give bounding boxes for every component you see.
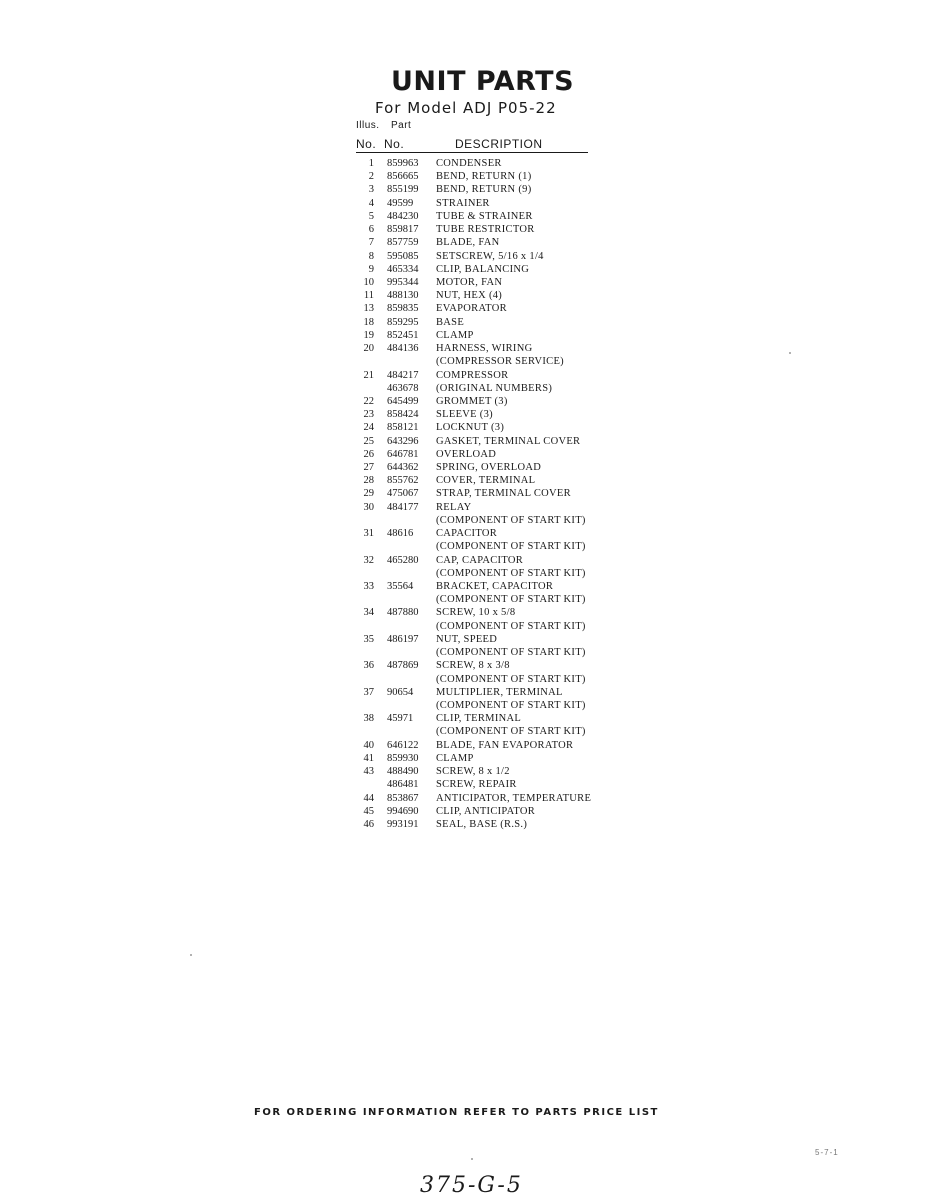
parts-row <box>356 210 606 223</box>
part-number: 484217 <box>387 369 419 381</box>
part-description: (COMPONENT OF START KIT) <box>436 514 586 526</box>
part-description: (COMPONENT OF START KIT) <box>436 541 586 553</box>
scan-speck <box>789 352 791 354</box>
illus-number: 34 <box>363 607 374 619</box>
illus-number: 27 <box>363 462 374 474</box>
part-number: 465280 <box>387 554 419 566</box>
parts-row <box>356 593 606 606</box>
illus-number: 9 <box>368 263 374 275</box>
parts-row <box>356 606 606 619</box>
part-description: SPRING, OVERLOAD <box>436 462 542 474</box>
parts-row <box>356 659 606 672</box>
parts-row <box>356 474 606 487</box>
page-code: 375-G-5 <box>420 1173 523 1198</box>
parts-row <box>356 197 606 210</box>
illus-number: 37 <box>363 686 374 698</box>
part-description: NUT, SPEED <box>436 633 498 645</box>
parts-row <box>356 316 606 329</box>
illus-number: 26 <box>363 448 374 460</box>
page-title: UNIT PARTS <box>391 66 575 97</box>
illus-number: 3 <box>368 184 374 196</box>
parts-row <box>356 448 606 461</box>
illus-no-header: No. <box>356 137 377 151</box>
part-description: (ORIGINAL NUMBERS) <box>436 382 553 394</box>
part-number: 48616 <box>387 528 414 540</box>
parts-list <box>356 157 606 831</box>
part-description: STRAP, TERMINAL COVER <box>436 488 571 500</box>
illus-number: 8 <box>368 250 374 262</box>
illus-number: 18 <box>363 316 374 328</box>
part-column-label: Part <box>391 120 412 131</box>
parts-row <box>356 686 606 699</box>
part-description: EVAPORATOR <box>436 303 507 315</box>
part-no-header: No. <box>384 137 405 151</box>
parts-row <box>356 633 606 646</box>
illus-number: 20 <box>363 343 374 355</box>
part-description: CAP, CAPACITOR <box>436 554 524 566</box>
part-number: 644362 <box>387 462 419 474</box>
part-number: 856665 <box>387 171 419 183</box>
parts-row <box>356 395 606 408</box>
illus-number: 22 <box>363 395 374 407</box>
parts-row <box>356 514 606 527</box>
part-description: OVERLOAD <box>436 448 497 460</box>
parts-row <box>356 183 606 196</box>
part-description: TUBE RESTRICTOR <box>436 224 535 236</box>
parts-row <box>356 369 606 382</box>
parts-row <box>356 765 606 778</box>
illus-number: 23 <box>363 409 374 421</box>
part-number: 646122 <box>387 739 419 751</box>
part-description: STRAINER <box>436 197 490 209</box>
parts-row <box>356 712 606 725</box>
part-description: NUT, HEX (4) <box>436 290 503 302</box>
part-description: COVER, TERMINAL <box>436 475 536 487</box>
parts-row <box>356 540 606 553</box>
part-number: 859295 <box>387 316 419 328</box>
parts-row <box>356 673 606 686</box>
illus-number: 25 <box>363 435 374 447</box>
part-number: 993191 <box>387 818 419 830</box>
part-number: 486197 <box>387 633 419 645</box>
part-number: 484136 <box>387 343 419 355</box>
part-description: BASE <box>436 316 465 328</box>
illus-number: 36 <box>363 660 374 672</box>
parts-row <box>356 263 606 276</box>
illus-number: 1 <box>368 158 374 169</box>
parts-row <box>356 157 606 170</box>
part-number: 45971 <box>387 713 414 725</box>
part-number: 484230 <box>387 210 419 222</box>
part-description: (COMPONENT OF START KIT) <box>436 647 586 659</box>
part-number: 852451 <box>387 329 419 341</box>
illus-number: 46 <box>363 818 374 830</box>
illus-number: 30 <box>363 501 374 513</box>
part-number: 595085 <box>387 250 419 262</box>
part-description: HARNESS, WIRING <box>436 343 533 355</box>
parts-row <box>356 329 606 342</box>
part-number: 484177 <box>387 501 419 513</box>
parts-row <box>356 620 606 633</box>
part-description: CLAMP <box>436 752 474 764</box>
parts-row <box>356 527 606 540</box>
part-description: CLAMP <box>436 329 474 341</box>
part-number: 859817 <box>387 224 419 236</box>
part-number: 90654 <box>387 686 414 698</box>
part-description: GASKET, TERMINAL COVER <box>436 435 581 447</box>
part-number: 858424 <box>387 409 419 421</box>
scan-speck <box>190 954 192 956</box>
part-description: ANTICIPATOR, TEMPERATURE <box>436 792 592 804</box>
illus-number: 6 <box>368 224 374 236</box>
part-number: 645499 <box>387 395 419 407</box>
parts-row <box>356 487 606 500</box>
parts-row <box>356 276 606 289</box>
part-description: MULTIPLIER, TERMINAL <box>436 686 563 698</box>
parts-row <box>356 699 606 712</box>
parts-row <box>356 435 606 448</box>
parts-row <box>356 223 606 236</box>
parts-row <box>356 408 606 421</box>
part-number: 487880 <box>387 607 419 619</box>
part-number: 855199 <box>387 184 419 196</box>
part-description: SCREW, REPAIR <box>436 779 517 791</box>
part-number: 486481 <box>387 779 419 791</box>
illus-number: 24 <box>363 422 374 434</box>
illus-number: 21 <box>363 369 374 381</box>
part-description: CLIP, ANTICIPATOR <box>436 805 536 817</box>
parts-row <box>356 567 606 580</box>
parts-row <box>356 382 606 395</box>
parts-row <box>356 554 606 567</box>
parts-row <box>356 236 606 249</box>
part-description: LOCKNUT (3) <box>436 422 505 434</box>
illus-number: 33 <box>363 581 374 592</box>
document-reference: 5-7-1 <box>815 1148 839 1157</box>
part-description: MOTOR, FAN <box>436 276 503 288</box>
part-number: 488490 <box>387 766 419 778</box>
part-number: 49599 <box>387 197 414 209</box>
parts-row <box>356 818 606 831</box>
part-description: SEAL, BASE (R.S.) <box>436 818 528 830</box>
part-description: BRACKET, CAPACITOR <box>436 581 554 592</box>
part-number: 643296 <box>387 435 419 447</box>
illus-number: 5 <box>368 210 374 222</box>
parts-row <box>356 725 606 738</box>
part-number: 488130 <box>387 290 419 302</box>
parts-row <box>356 461 606 474</box>
part-description: BLADE, FAN <box>436 237 500 249</box>
illus-number: 41 <box>363 752 374 764</box>
part-number: 859930 <box>387 752 419 764</box>
part-description: (COMPRESSOR SERVICE) <box>436 356 564 368</box>
part-description: SETSCREW, 5/16 x 1/4 <box>436 250 544 262</box>
part-number: 853867 <box>387 792 419 804</box>
illus-number: 29 <box>363 488 374 500</box>
parts-row <box>356 739 606 752</box>
illus-number: 44 <box>363 792 374 804</box>
part-description: BLADE, FAN EVAPORATOR <box>436 739 574 751</box>
illus-number: 35 <box>363 633 374 645</box>
parts-row <box>356 250 606 263</box>
illus-number: 28 <box>363 475 374 487</box>
part-number: 465334 <box>387 263 419 275</box>
part-description: RELAY <box>436 501 472 513</box>
part-description: GROMMET (3) <box>436 395 508 407</box>
part-description: BEND, RETURN (1) <box>436 171 532 183</box>
parts-row <box>356 302 606 315</box>
part-number: 463678 <box>387 382 419 394</box>
part-description: SCREW, 8 x 3/8 <box>436 660 510 672</box>
illus-number: 40 <box>363 739 374 751</box>
illus-number: 31 <box>363 528 374 540</box>
parts-row <box>356 778 606 791</box>
part-description: TUBE & STRAINER <box>436 210 533 222</box>
part-description: BEND, RETURN (9) <box>436 184 532 196</box>
part-number: 857759 <box>387 237 419 249</box>
scan-speck <box>471 1158 473 1160</box>
illus-number: 32 <box>363 554 374 566</box>
parts-row <box>356 355 606 368</box>
parts-row <box>356 501 606 514</box>
part-description: (COMPONENT OF START KIT) <box>436 726 586 738</box>
part-description: SCREW, 8 x 1/2 <box>436 766 510 778</box>
part-description: COMPRESSOR <box>436 369 509 381</box>
part-number: 646781 <box>387 448 419 460</box>
part-description: (COMPONENT OF START KIT) <box>436 699 586 711</box>
illus-number: 10 <box>363 276 374 288</box>
part-number: 859835 <box>387 303 419 315</box>
illus-number: 4 <box>368 197 374 209</box>
illus-number: 7 <box>368 237 374 249</box>
part-number: 994690 <box>387 805 419 817</box>
illus-number: 45 <box>363 805 374 817</box>
part-description: CAPACITOR <box>436 528 498 540</box>
illus-number: 38 <box>363 713 374 725</box>
illus-column-label: Illus. <box>356 120 380 131</box>
parts-row <box>356 792 606 805</box>
part-description: CLIP, BALANCING <box>436 263 530 275</box>
parts-row <box>356 342 606 355</box>
part-number: 859963 <box>387 158 419 169</box>
description-header: DESCRIPTION <box>455 137 543 151</box>
part-number: 487869 <box>387 660 419 672</box>
parts-row <box>356 805 606 818</box>
part-description: (COMPONENT OF START KIT) <box>436 567 586 579</box>
part-number: 475067 <box>387 488 419 500</box>
part-number: 855762 <box>387 475 419 487</box>
part-number: 35564 <box>387 581 414 592</box>
parts-row <box>356 289 606 302</box>
model-subtitle: For Model ADJ P05-22 <box>375 99 557 117</box>
illus-number: 2 <box>368 171 374 183</box>
part-description: CONDENSER <box>436 158 502 169</box>
part-number: 995344 <box>387 276 419 288</box>
part-number: 858121 <box>387 422 419 434</box>
illus-number: 43 <box>363 766 374 778</box>
part-description: CLIP, TERMINAL <box>436 713 522 725</box>
parts-row <box>356 646 606 659</box>
parts-row <box>356 170 606 183</box>
part-description: (COMPONENT OF START KIT) <box>436 620 586 632</box>
illus-number: 13 <box>363 303 374 315</box>
illus-number: 11 <box>363 290 374 302</box>
parts-row <box>356 752 606 765</box>
ordering-note: FOR ORDERING INFORMATION REFER TO PARTS PRICE LIST <box>254 1107 659 1118</box>
parts-row <box>356 580 606 593</box>
header-divider <box>356 152 588 153</box>
part-description: SLEEVE (3) <box>436 409 493 421</box>
part-description: (COMPONENT OF START KIT) <box>436 594 586 606</box>
parts-row <box>356 421 606 434</box>
part-description: SCREW, 10 x 5/8 <box>436 607 516 619</box>
part-description: (COMPONENT OF START KIT) <box>436 673 586 685</box>
illus-number: 19 <box>363 329 374 341</box>
